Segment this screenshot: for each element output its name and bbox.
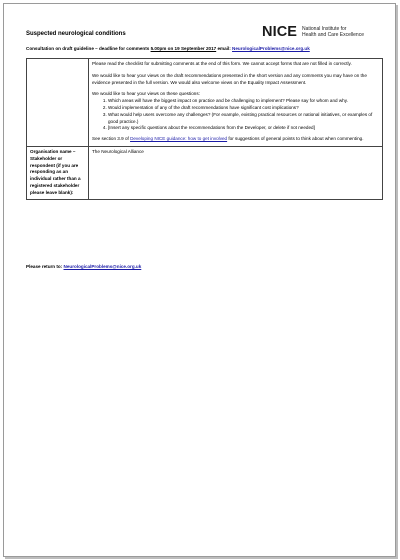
consultation-deadline: 5.00pm on 19 September 2017: [150, 46, 217, 51]
see-prefix: See section 3.9 of: [92, 136, 131, 142]
logo-line-2: Health and Care Excellence: [302, 32, 364, 38]
nice-logo: [262, 24, 387, 44]
question-item: 3. What would help users overcome any challenges? (For example, existing practical resources or national initiatives, or examples of good practice.): [108, 112, 379, 126]
organisation-row: [27, 146, 383, 199]
logo-wordmark: NICE: [262, 24, 298, 40]
consultation-email-link[interactable]: NeurologicalProblems@nice.org.uk: [232, 46, 310, 51]
consultation-prefix: Consultation on draft guideline – deadline for comments: [26, 46, 151, 51]
instructions-label-cell: [27, 59, 89, 147]
guidance-link[interactable]: Developing NICE guidance: how to get involved: [130, 136, 228, 142]
intro-paragraph-2: We would like to hear your views on the draft recommendations presented in the short version and any comments you may have on the evidence presented in the full version. We would also welcome views on the Equality Impact Assessment.: [92, 72, 367, 85]
return-label: Please return to:: [26, 264, 64, 269]
consultation-email-label: email:: [216, 46, 233, 51]
instructions-cell: [89, 59, 383, 147]
comments-table: [26, 58, 383, 200]
document-title: Suspected neurological conditions: [26, 31, 126, 37]
see-suffix: for suggestions of general points to think about when commenting.: [227, 136, 364, 142]
logo-line-1: National Institute for: [302, 26, 347, 32]
instructions-row: [27, 59, 383, 147]
document-page: [3, 3, 396, 557]
consultation-line: [26, 46, 310, 51]
questions-intro: We would like to hear your views on these questions:: [92, 91, 200, 97]
question-item: 1. Which areas will have the biggest impact on practice and be challenging to implement? Please say for whom and why.: [108, 98, 379, 105]
return-line: [26, 264, 141, 269]
organisation-value[interactable]: The Neurological Alliance: [89, 146, 383, 199]
see-section-paragraph: [92, 136, 379, 143]
logo-subtitle: [302, 26, 364, 38]
questions-list: [92, 98, 379, 132]
question-item: 4. [Insert any specific questions about the recommendations from the Developer, or delete if not needed]: [108, 125, 379, 132]
organisation-label: Organisation name – Stakeholder or respondent (if you are responding as an individual rather than a registered stakeholder please leave blank):: [27, 146, 89, 199]
return-email-link[interactable]: NeurologicalProblems@nice.org.uk: [63, 264, 142, 269]
intro-paragraph-1: Please read the checklist for submitting comments at the end of this form. We cannot accept forms that are not filled in correctly.: [92, 61, 352, 66]
question-item: 2. Would implementation of any of the draft recommendations have significant cost implications?: [108, 105, 379, 112]
